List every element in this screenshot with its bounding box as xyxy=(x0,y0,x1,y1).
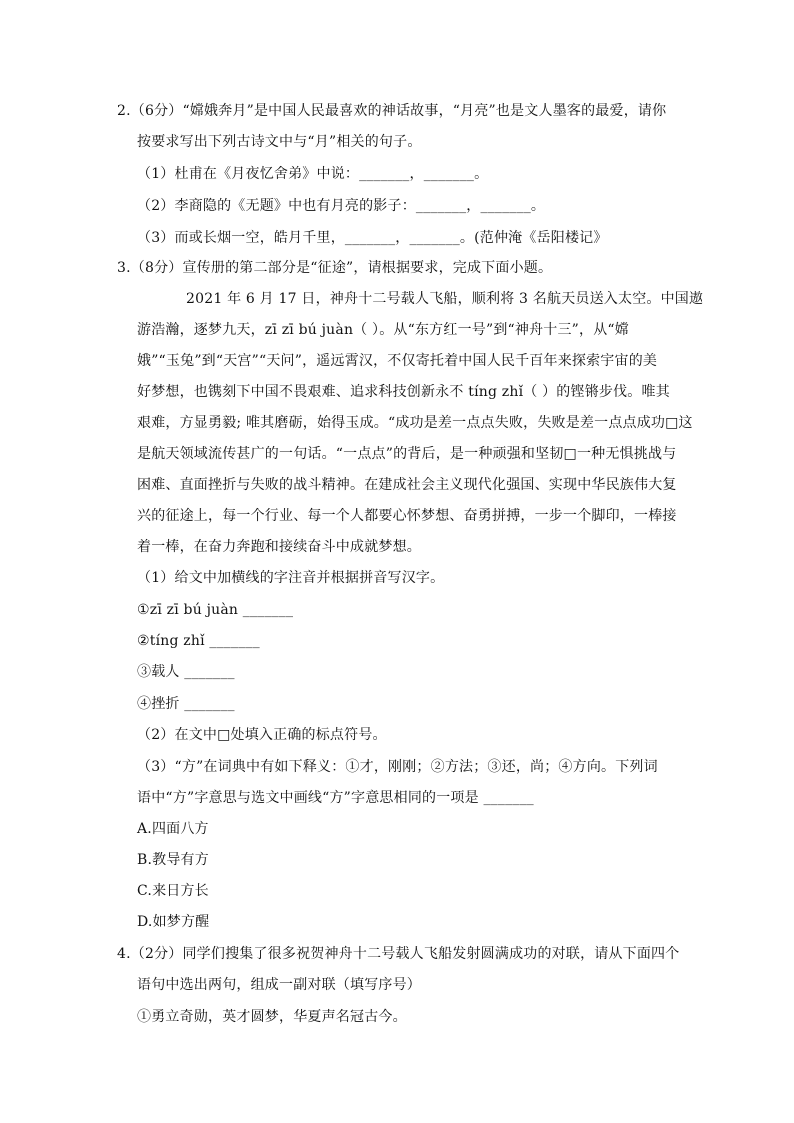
q2-stem-line2: 按要求写出下列古诗文中与“月”相关的句子。 xyxy=(137,134,422,150)
q3-passage-line: 好梦想，也镌刻下中国不畏艰难、追求科技创新永不 tíng zhǐ（ ）的铿锵步伐。唯其 xyxy=(137,384,670,400)
q3-item: ④挫折 _______ xyxy=(137,696,235,712)
q3-passage-line: 困难、直面挫折与失败的战斗精神。在建成社会主义现代化强国、实现中华民族伟大复 xyxy=(137,477,677,493)
q3-item: ③载人 _______ xyxy=(137,664,235,680)
q3-passage-line: 2021 年 6 月 17 日，神舟十二号载人飞船，顺利将 3 名航天员送入太空。中国遨 xyxy=(186,291,704,307)
q2-sub2: （2）李商隐的《无题》中也有月亮的影子：_______，_______。 xyxy=(137,198,546,214)
q3-passage-line: 着一棒，在奋力奔跑和接续奋斗中成就梦想。 xyxy=(137,539,421,555)
q2-sub1: （1）杜甫在《月夜忆舍弟》中说：_______，_______。 xyxy=(137,166,489,182)
q3-sub3-line2: 语中“方”字意思与选文中画线“方”字意思相同的一项是 _______ xyxy=(137,790,534,806)
q3-sub2: （2）在文中□处填入正确的标点符号。 xyxy=(137,727,387,743)
q4-stem-line1: 4.（2分）同学们搜集了很多祝贺神舟十二号载人飞船发射圆满成功的对联，请从下面四个 xyxy=(117,946,680,962)
q2-stem-line1: 2.（6分）“嫦娥奔月”是中国人民最喜欢的神话故事，“月亮”也是文人墨客的最爱，请你 xyxy=(117,103,667,119)
q3-passage-line: 艰难，方显勇毅; 唯其磨砺，始得玉成。“成功是差一点点失败，失败是差一点点成功□这 xyxy=(137,415,693,431)
q3-sub3-line1: （3）“方”在词典中有如下释义：①才，刚刚；②方法；③还，尚；④方向。下列词 xyxy=(137,759,658,775)
q3-passage-line: 是航天领域流传甚广的一句话。“一点点”的背后，是一种顽强和坚韧□一种无惧挑战与 xyxy=(137,446,677,462)
q3-item: ②tíng zhǐ _______ xyxy=(137,633,260,649)
q3-sub1: （1）给文中加横线的字注音并根据拼音写汉字。 xyxy=(137,570,445,586)
q3-stem: 3.（8分）宣传册的第二部分是“征途”，请根据要求，完成下面小题。 xyxy=(117,260,553,276)
q4-stem-line2: 语句中选出两句，组成一副对联（填写序号） xyxy=(137,977,421,993)
q3-item: ①zī zī bú juàn _______ xyxy=(137,602,294,618)
q4-item-1: ①勇立奇勋，英才圆梦，华夏声名冠古今。 xyxy=(137,1009,407,1025)
q3-option-c: C.来日方长 xyxy=(137,883,209,899)
q3-option-a: A.四面八方 xyxy=(137,821,209,837)
q3-passage-line: 兴的征途上，每一个行业、每一个人都要心怀梦想、奋勇拼搏，一步一个脚印，一棒接 xyxy=(137,508,677,524)
q3-passage-line: 娥”“玉兔”到“天宫”“天问”，遥远霄汉，不仅寄托着中国人民千百年来探索宇宙的美 xyxy=(137,353,658,369)
q3-option-b: B.教导有方 xyxy=(137,852,209,868)
q3-option-d: D.如梦方醒 xyxy=(137,914,210,930)
q2-sub3: （3）而或长烟一空，皓月千里，_______，_______。(范仲淹《岳阳楼记》 xyxy=(137,230,608,246)
q3-passage-line: 游浩瀚，逐梦九天，zī zī bú juàn（ ）。从“东方红一号”到“神舟十三”，从“嫦 xyxy=(137,322,629,338)
